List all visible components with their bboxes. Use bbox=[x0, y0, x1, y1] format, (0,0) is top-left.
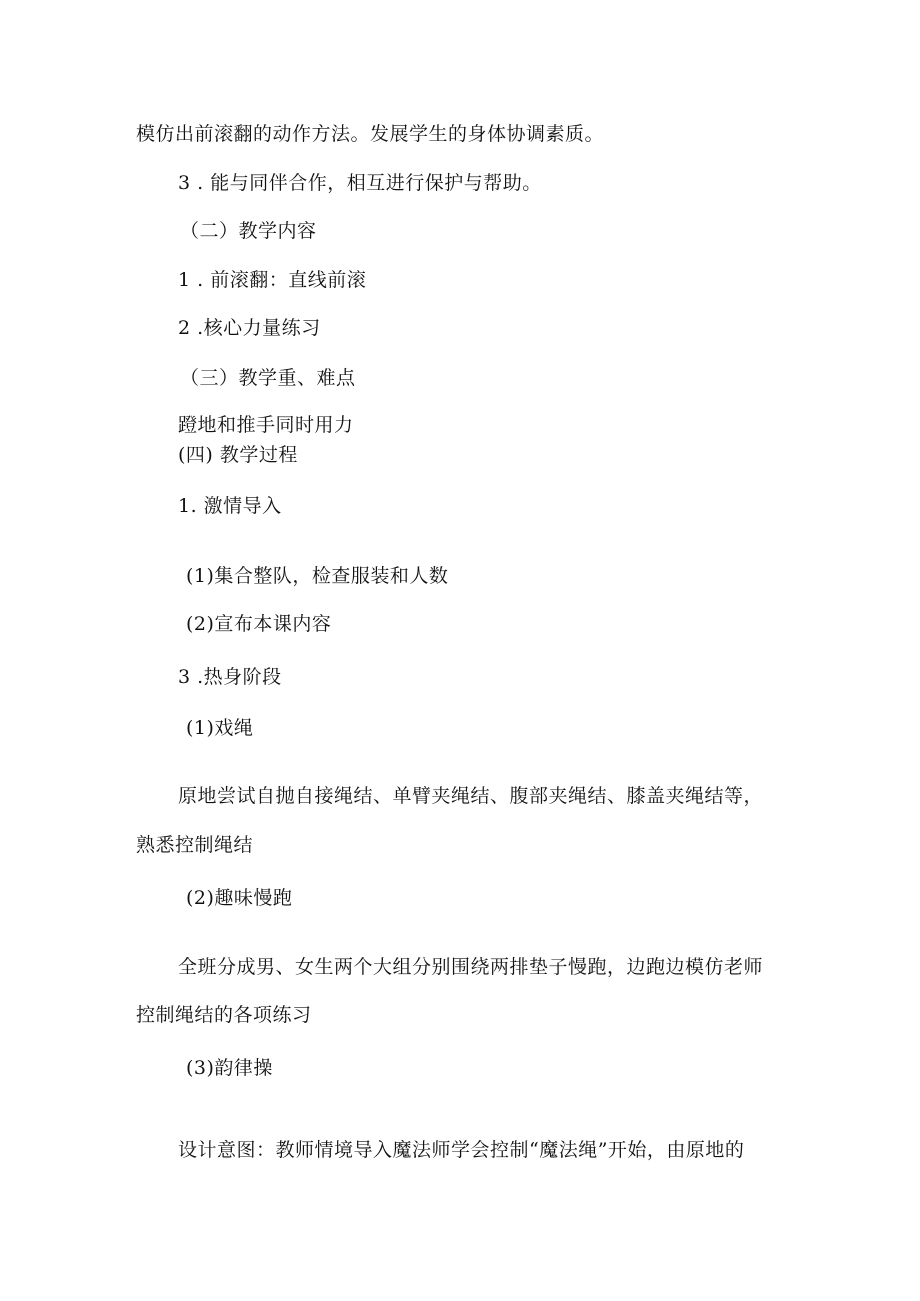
text-line-process-1-2: (2)宣布本课内容 bbox=[186, 613, 332, 635]
paragraph-rope-play-line-1: 原地尝试自抛自接绳结、单臂夹绳结、腹部夹绳结、膝盖夹绳结等， bbox=[178, 785, 764, 807]
text-line-objective-3: 3 . 能与同伴合作，相互进行保护与帮助。 bbox=[178, 172, 542, 194]
text-line-content-2: 2 .核心力量练习 bbox=[178, 317, 321, 339]
section-heading-teaching-content: （二）教学内容 bbox=[180, 220, 317, 242]
paragraph-design-intent: 设计意图：教师情境导入魔法师学会控制“魔法绳”开始，由原地的 bbox=[178, 1139, 745, 1161]
text-line-process-1: 1. 激情导入 bbox=[178, 495, 282, 517]
text-line-process-1-1: (1)集合整队，检查服装和人数 bbox=[186, 565, 449, 587]
paragraph-jog-line-1: 全班分成男、女生两个大组分别围绕两排垫子慢跑，边跑边模仿老师 bbox=[178, 956, 764, 978]
text-line-warmup-1: (1)戏绳 bbox=[186, 717, 254, 739]
text-line-warmup-3: (3)韵律操 bbox=[186, 1057, 273, 1079]
text-line-content-1: 1 . 前滚翻：直线前滚 bbox=[178, 269, 367, 291]
paragraph-jog-line-2: 控制绳结的各项练习 bbox=[136, 1004, 312, 1026]
text-line-warmup-2: (2)趣味慢跑 bbox=[186, 887, 293, 909]
section-heading-key-points: （三）教学重、难点 bbox=[180, 367, 356, 389]
text-line-warmup-heading: 3 .热身阶段 bbox=[178, 666, 282, 688]
section-heading-teaching-process: (四) 教学过程 bbox=[178, 444, 298, 466]
text-line-key-point: 蹬地和推手同时用力 bbox=[178, 414, 354, 436]
paragraph-rope-play-line-2: 熟悉控制绳结 bbox=[136, 834, 254, 856]
text-line-objective-continued: 模仿出前滚翻的动作方法。发展学生的身体协调素质。 bbox=[136, 123, 605, 145]
